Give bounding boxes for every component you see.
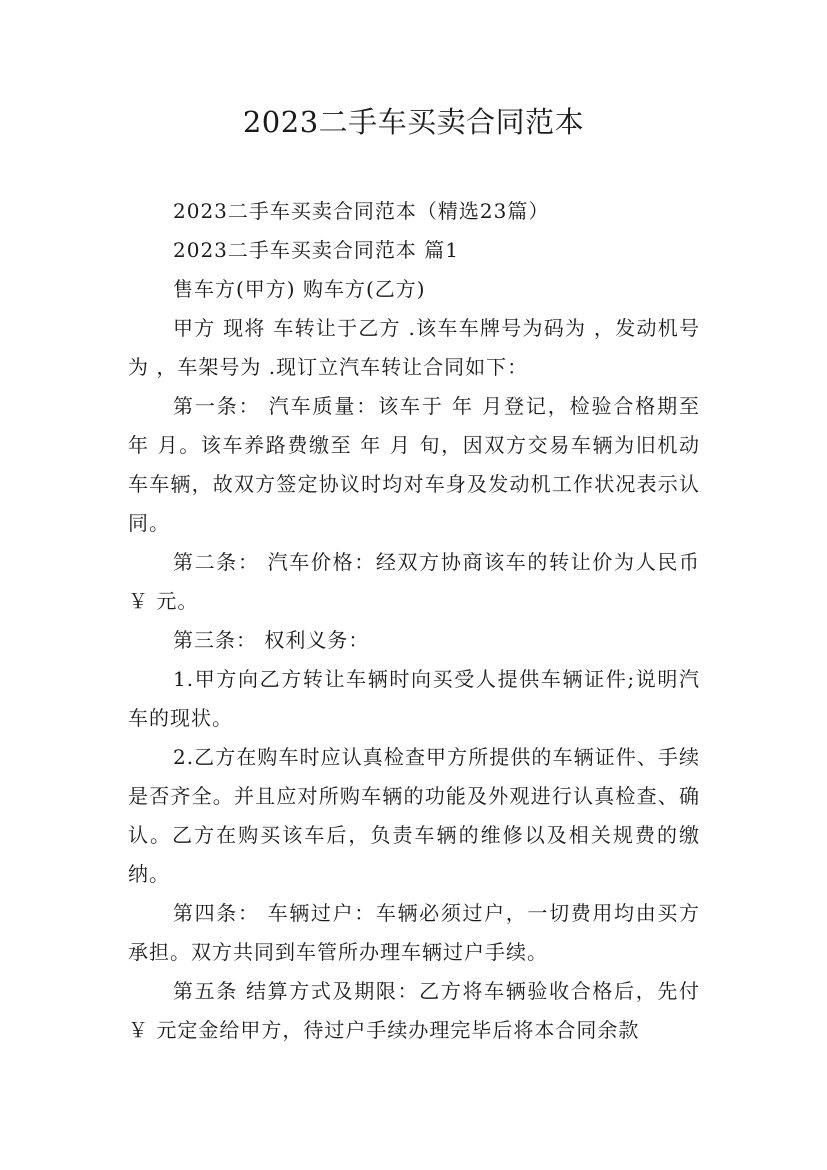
paragraph-article-4: 第四条： 车辆过户：车辆必须过户，一切费用均由买方承担。双方共同到车管所办理车辆过户手续。 bbox=[128, 901, 700, 964]
paragraph-article-3-item-1: 1.甲方向乙方转让车辆时向买受人提供车辆证件;说明汽车的现状。 bbox=[128, 667, 700, 730]
paragraph-article-3: 第三条： 权利义务： bbox=[173, 628, 370, 652]
document-body bbox=[128, 192, 708, 1050]
paragraph-article-2: 第二条： 汽车价格：经双方协商该车的转让价为人民币 ￥ 元。 bbox=[128, 550, 708, 613]
paragraph-subtitle: 2023二手车买卖合同范本（精选23篇） bbox=[173, 199, 550, 223]
paragraph-section-heading: 2023二手车买卖合同范本 篇1 bbox=[173, 238, 459, 262]
document-title: 2023二手车买卖合同范本 bbox=[242, 105, 585, 139]
paragraph-parties: 售车方(甲方) 购车方(乙方) bbox=[173, 277, 426, 301]
paragraph-article-5: 第五条 结算方式及期限：乙方将车辆验收合格后，先付￥ 元定金给甲方，待过户手续办理完毕后将本合同余款 bbox=[128, 979, 700, 1042]
paragraph-article-3-item-2: 2.乙方在购车时应认真检查甲方所提供的车辆证件、手续是否齐全。并且应对所购车辆的功能及外观进行认真检查、确认。乙方在购买该车后，负责车辆的维修以及相关规费的缴纳。 bbox=[128, 745, 700, 886]
paragraph-intro: 甲方 现将 车转让于乙方 .该车车牌号为码为 ，发动机号为 ，车架号为 .现订立汽车转让合同如下： bbox=[128, 316, 700, 379]
paragraph-article-1: 第一条： 汽车质量：该车于 年 月登记，检验合格期至 年 月。该车养路费缴至 年 月 旬，因双方交易车辆为旧机动车车辆，故双方签定协议时均对车身及发动机工作状况表示认同。 bbox=[128, 394, 708, 535]
